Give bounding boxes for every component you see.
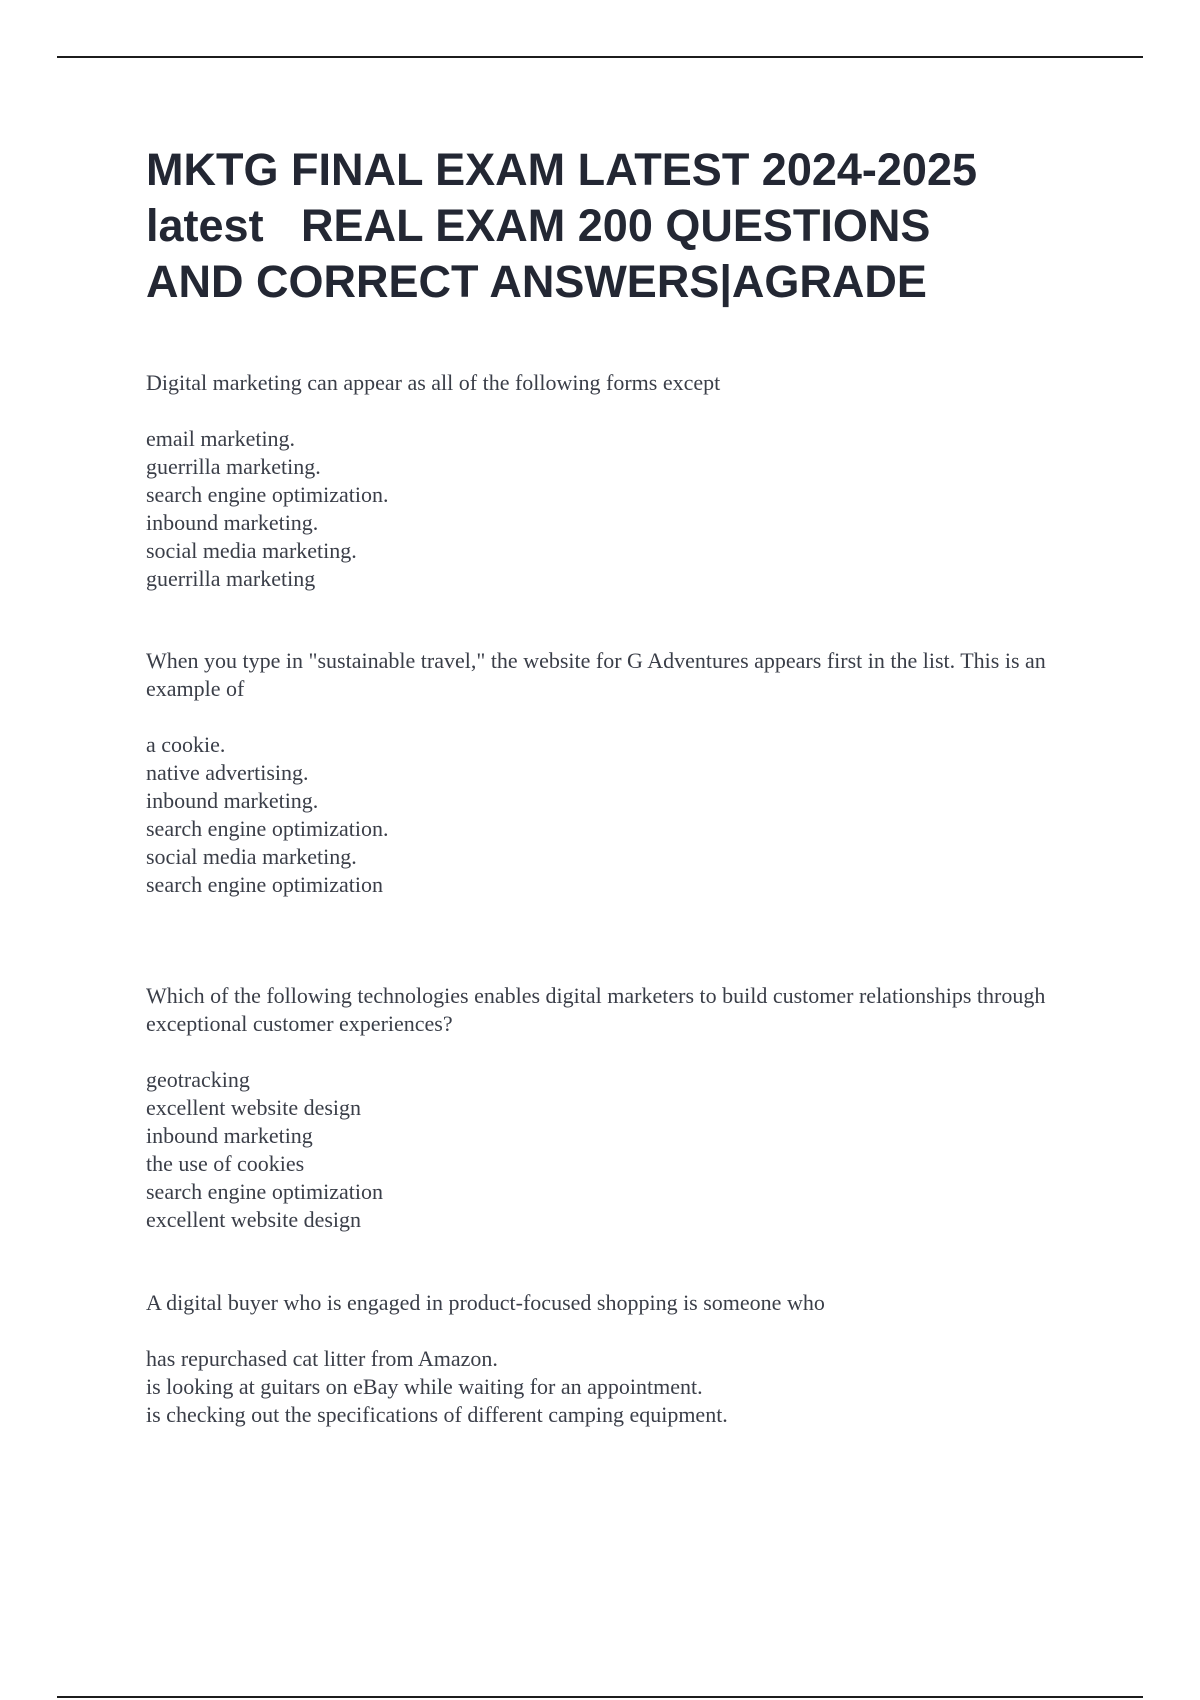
answer-options: [146, 425, 1106, 593]
answer-options: [146, 731, 1106, 899]
answer-option: inbound marketing.: [146, 788, 319, 813]
answer-option: a cookie.: [146, 732, 226, 757]
correct-answer: search engine optimization: [146, 872, 384, 897]
answer-option: social media marketing.: [146, 538, 357, 563]
answer-option: search engine optimization.: [146, 816, 389, 841]
answer-option: is looking at guitars on eBay while waiting for an appointment.: [146, 1374, 703, 1399]
question-prompt: When you type in "sustainable travel," the website for G Adventures appears first in the list. This is an example of: [146, 648, 1046, 701]
correct-answer: guerrilla marketing: [146, 566, 316, 591]
answer-option: guerrilla marketing.: [146, 454, 321, 479]
answer-options: [146, 1345, 1106, 1429]
correct-answer: excellent website design: [146, 1207, 362, 1232]
answer-option: geotracking: [146, 1067, 250, 1092]
answer-option: inbound marketing.: [146, 510, 319, 535]
answer-option: social media marketing.: [146, 844, 357, 869]
answer-option: is checking out the specifications of different camping equipment.: [146, 1402, 728, 1427]
answer-option: inbound marketing: [146, 1123, 313, 1148]
top-rule: [57, 56, 1143, 58]
answer-option: has repurchased cat litter from Amazon.: [146, 1346, 498, 1371]
answer-options: [146, 1066, 1106, 1234]
question-prompt: Which of the following technologies enables digital marketers to build customer relationships through exceptional customer experiences?: [146, 983, 1046, 1036]
answer-option: native advertising.: [146, 760, 309, 785]
question-3: [146, 982, 1106, 1234]
question-prompt: A digital buyer who is engaged in product-focused shopping is someone who: [146, 1290, 825, 1315]
bottom-rule: [57, 1696, 1143, 1698]
document-title: MKTG FINAL EXAM LATEST 2024-2025 latest REAL EXAM 200 QUESTIONS AND CORRECT ANSWERS|AGRADE: [146, 144, 978, 307]
answer-option: email marketing.: [146, 426, 296, 451]
answer-option: search engine optimization.: [146, 482, 389, 507]
answer-option: the use of cookies: [146, 1151, 305, 1176]
answer-option: search engine optimization: [146, 1179, 384, 1204]
answer-option: excellent website design: [146, 1095, 362, 1120]
question-1: [146, 369, 1106, 593]
question-prompt: Digital marketing can appear as all of the following forms except: [146, 370, 721, 395]
question-4: [146, 1289, 1106, 1429]
question-2: [146, 647, 1106, 899]
